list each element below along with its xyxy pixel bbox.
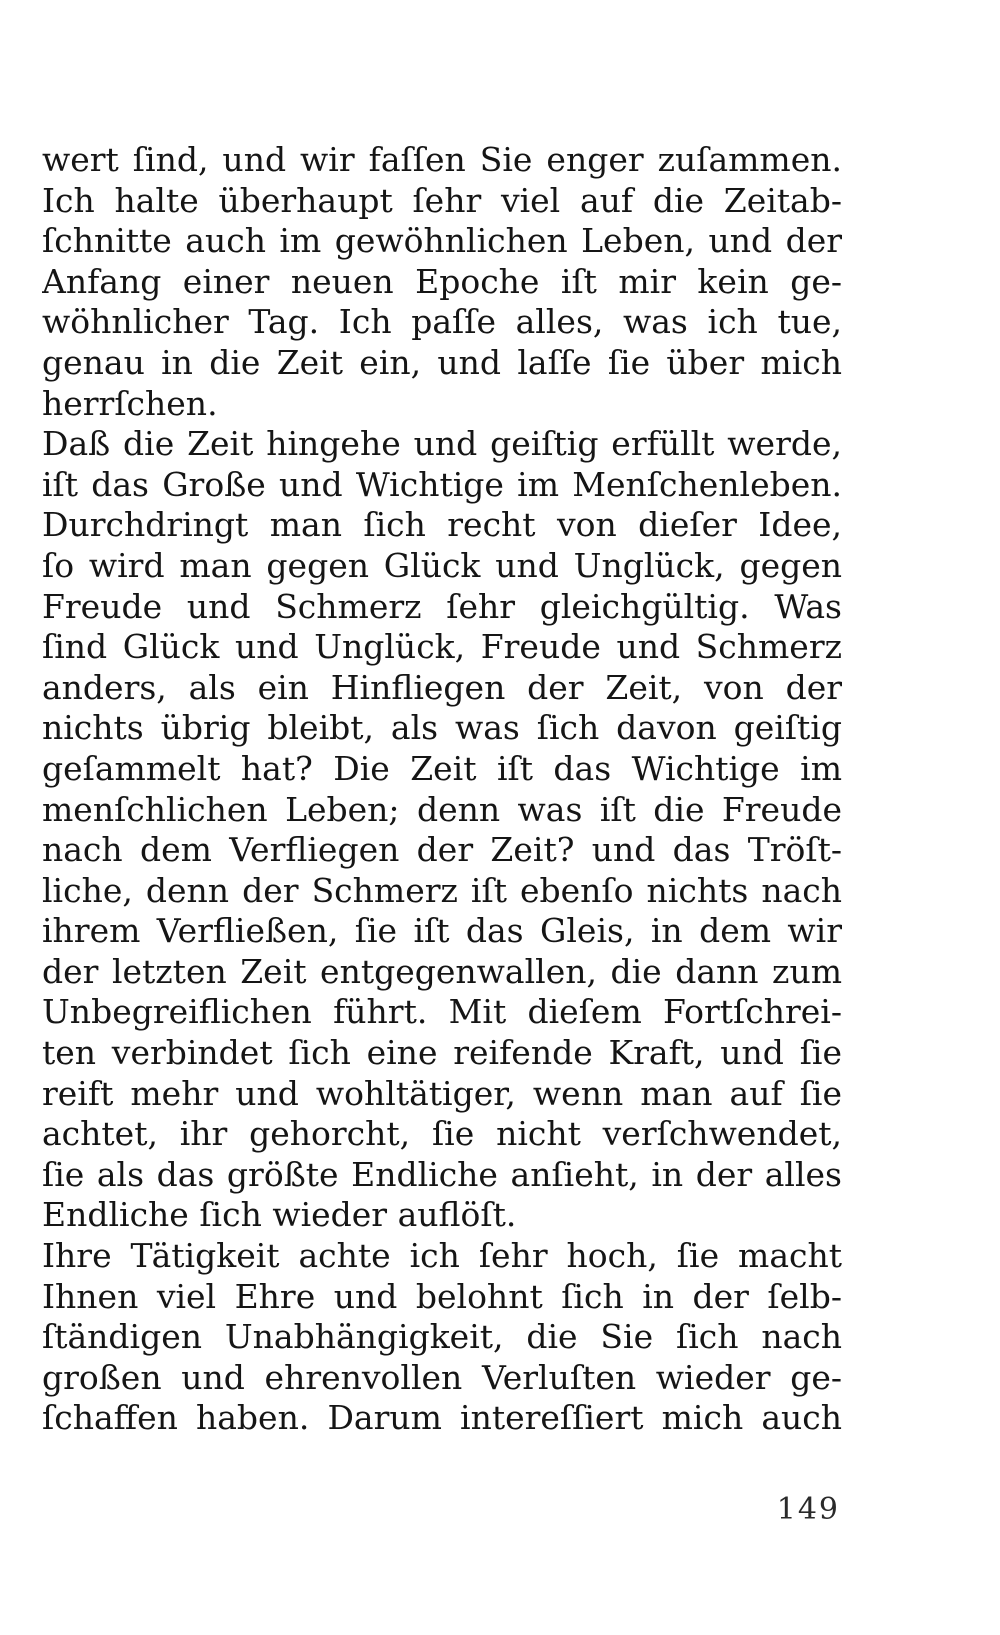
text-line-10: Durchdringt man ſich recht von dieſer Idee, [42,505,842,545]
text-line-19: liche, denn der Schmerz iſt ebenſo nichts nach [42,870,842,910]
text-line-22: Unbegreiflichen führt. Mit dieſem Fortſchrei- [42,992,842,1032]
text-line-24: reift mehr und wohltätiger, wenn man auf ſie [42,1073,842,1113]
page-number: 149 [776,1492,840,1527]
text-line-18: nach dem Verfliegen der Zeit? und das Tröſt- [42,830,842,870]
text-line-23: ten verbindet ſich eine reifende Kraft, und ſie [42,1033,842,1073]
text-line-30: ſtändigen Unabhängigkeit, die Sie ſich nach [42,1317,842,1357]
text-line-11: ſo wird man gegen Glück und Unglück, gegen [42,545,842,585]
text-line-6: genau in die Zeit ein, und laſſe ſie über mich [42,342,842,382]
text-line-13: ſind Glück und Unglück, Freude und Schmerz [42,627,842,667]
text-line-2: Ich halte überhaupt ſehr viel auf die Zeitab- [42,180,842,220]
text-line-15: nichts übrig bleibt, als was ſich davon geiſtig [42,708,842,748]
text-line-9: iſt das Große und Wichtige im Menſchenleben. [42,464,842,504]
text-line-8: Daß die Zeit hingehe und geiſtig erfüllt werde, [42,424,842,464]
body-text [42,140,842,1439]
text-line-32: ſchaffen haben. Darum intereſſiert mich auch [42,1398,842,1438]
text-line-4: Anfang einer neuen Epoche iſt mir kein ge- [42,261,842,301]
text-line-27: Endliche ſich wieder auflöſt. [42,1195,517,1235]
text-line-12: Freude und Schmerz ſehr gleichgültig. Was [42,586,842,626]
text-line-14: anders, als ein Hinfliegen der Zeit, von der [42,667,842,707]
text-line-5: wöhnlicher Tag. Ich paſſe alles, was ich tue, [42,302,842,342]
text-line-28: Ihre Tätigkeit achte ich ſehr hoch, ſie macht [42,1236,842,1276]
text-line-26: ſie als das größte Endliche anſieht, in der alles [42,1154,842,1194]
text-line-3: ſchnitte auch im gewöhnlichen Leben, und der [42,221,842,261]
text-line-29: Ihnen viel Ehre und belohnt ſich in der ſelb- [42,1276,842,1316]
text-line-1: wert ſind, und wir faſſen Sie enger zuſammen. [42,140,842,179]
text-line-17: menſchlichen Leben; denn was iſt die Freude [42,789,842,829]
text-line-25: achtet, ihr gehorcht, ſie nicht verſchwendet, [42,1114,842,1154]
text-line-21: der letzten Zeit entgegenwallen, die dann zum [42,951,842,991]
text-line-7: herrſchen. [42,383,218,423]
text-line-31: großen und ehrenvollen Verluſten wieder ge- [42,1357,842,1397]
text-line-16: geſammelt hat? Die Zeit iſt das Wichtige im [42,748,842,788]
text-line-20: ihrem Verfließen, ſie iſt das Gleis, in dem wir [42,911,842,951]
